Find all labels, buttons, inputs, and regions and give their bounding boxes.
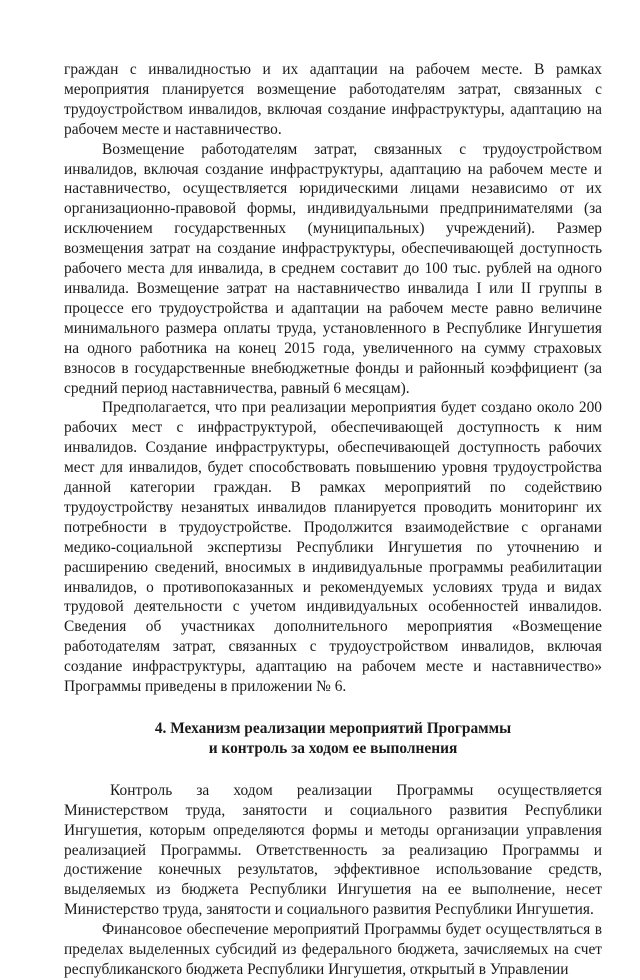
paragraph-control: Контроль за ходом реализации Программы осуществляется Министерством труда, занятости и социального развития Республики Ингушетия, которым определяются формы и методы организации управления реализацией Программы. Ответственность за реализацию Программы и достижение конечных результатов, эффективное использование средств, выделяемых из бюджета Республики Ингушетия на ее выполнение, несет Министерство труда, занятости и социального развития Республики Ингушетия. <box>64 781 602 919</box>
paragraph-reimbursement: Возмещение работодателям затрат, связанных с трудоустройством инвалидов, включая создание инфраструктуры, адаптацию на рабочем месте и наставничество, осуществляется юридическими лицами независимо от их организационно-правовой формы, индивидуальными предпринимателями (за исключением государственных (муниципальных) учреждений). Размер возмещения затрат на создание инфраструктуры, обеспечивающей доступность рабочего места для инвалида, в среднем составит до 100 тыс. рублей на одного инвалида. Возмещение затрат на наставничество инвалида I или II группы в процессе его трудоустройства и адаптации на рабочем месте равно величине минимального размера оплаты труда, установленного в Республике Ингушетия на одного работника на конец 2015 года, увеличенного на сумму страховых взносов в государственные внебюджетные фонды и районный коэффициент (за средний период наставничества, равный 6 месяцам). <box>64 140 602 397</box>
paragraph-continuation: граждан с инвалидностью и их адаптации на рабочем месте. В рамках мероприятия планируется возмещение работодателям затрат, связанных с трудоустройством инвалидов, включая создание инфраструктуры, адаптацию на рабочем месте и наставничество. <box>64 61 602 138</box>
section-heading-line2: и контроль за ходом ее выполнения <box>208 739 458 757</box>
document-page <box>64 60 602 980</box>
paragraph-expected-results: Предполагается, что при реализации мероприятия будет создано около 200 рабочих мест с инфраструктурой, обеспечивающей доступность к ним инвалидов. Создание инфраструктуры, обеспечивающей доступность рабочих мест для инвалидов, будет способствовать повышению уровня трудоустройства данной категории граждан. В рамках мероприятий по содействию трудоустройству незанятых инвалидов планируется проводить мониторинг их потребности в трудоустройстве. Продолжится взаимодействие с органами медико-социальной экспертизы Республики Ингушетия по уточнению и расширению сведений, вносимых в индивидуальные программы реабилитации инвалидов, о противопоказанных и рекомендуемых условиях труда и видах трудовой деятельности с учетом индивидуальных особенностей инвалидов. Сведения об участниках дополнительного мероприятия «Возмещение работодателям затрат, связанных с трудоустройством инвалидов, включая создание инфраструктуры, адаптацию на рабочем месте и наставничество» Программы приведены в приложении № 6. <box>64 399 602 696</box>
paragraph-financing: Финансовое обеспечение мероприятий Программы будет осуществляться в пределах выделенных субсидий из федерального бюджета, зачисляемых на счет республиканского бюджета Республики Ингушетия, открытый в Управлении <box>64 921 602 978</box>
section-heading <box>64 719 602 759</box>
section-heading-line1: 4. Механизм реализации мероприятий Программы <box>154 720 512 737</box>
